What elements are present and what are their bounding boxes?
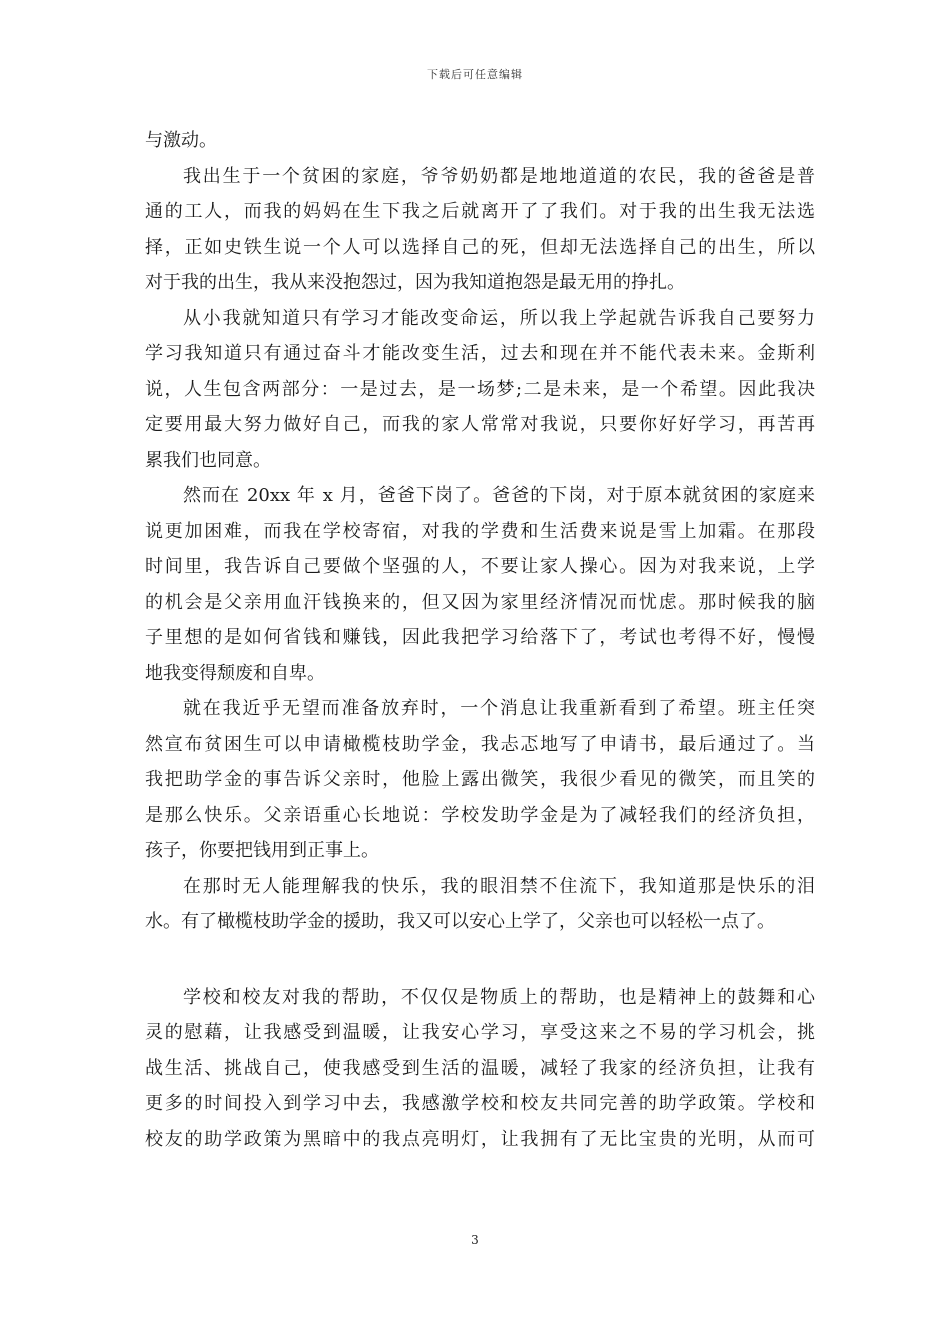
- text-line: 灵的慰藉，让我感受到温暖，让我安心学习，享受这来之不易的学习机会，挑: [145, 1022, 815, 1043]
- paragraph: [145, 301, 815, 479]
- text-line: 时间里，我告诉自己要做个坚强的人，不要让家人操心。因为对我来说，上学: [145, 556, 815, 577]
- text-line: 学校和校友对我的帮助，不仅仅是物质上的帮助，也是精神上的鼓舞和心: [183, 986, 815, 1008]
- paragraph: [145, 869, 815, 940]
- text-line: 从小我就知道只有学习才能改变命运，所以我上学起就告诉我自己要努力: [183, 307, 815, 329]
- text-line: 在那时无人能理解我的快乐，我的眼泪禁不住流下，我知道那是快乐的泪: [183, 875, 815, 897]
- text-line: 战生活、挑战自己，使我感受到生活的温暖，减轻了我家的经济负担，让我有: [145, 1057, 815, 1079]
- text-line: 我把助学金的事告诉父亲时，他脸上露出微笑，我很少看见的微笑，而且笑的: [145, 769, 815, 790]
- text-line: 说，人生包含两部分：一是过去，是一场梦;二是未来，是一个希望。因此我决: [145, 378, 815, 400]
- text-line: 水。有了橄榄枝助学金的援助，我又可以安心上学了，父亲也可以轻松一点了。: [145, 911, 775, 932]
- paragraph: [145, 691, 815, 869]
- document-body: [145, 123, 815, 1157]
- text-line: 与激动。: [145, 130, 217, 151]
- text-line: 的机会是父亲用血汗钱换来的，但又因为家里经济情况而忧虑。那时候我的脑: [145, 591, 815, 613]
- text-line: 通的工人，而我的妈妈在生下我之后就离开了了我们。对于我的出生我无法选: [145, 201, 815, 222]
- paragraph: [145, 980, 815, 1158]
- text-line: 就在我近乎无望而准备放弃时，一个消息让我重新看到了希望。班主任突: [183, 698, 815, 719]
- paragraph-gap: [145, 940, 815, 980]
- text-line: 是那么快乐。父亲语重心长地说：学校发助学金是为了减轻我们的经济负担，: [145, 804, 815, 826]
- text-line: 子里想的是如何省钱和赚钱，因此我把学习给落下了，考试也考得不好，慢慢: [145, 627, 815, 648]
- text-line: 对于我的出生，我从来没抱怨过，因为我知道抱怨是最无用的挣扎。: [145, 272, 685, 293]
- text-line: 地我变得颓废和自卑。: [145, 662, 325, 684]
- text-line: 定要用最大努力做好自己，而我的家人常常对我说，只要你好好学习，再苦再: [145, 414, 815, 435]
- text-line: 更多的时间投入到学习中去，我感激学校和校友共同完善的助学政策。学校和: [145, 1093, 815, 1114]
- text-line: 孩子，你要把钱用到正事上。: [145, 840, 379, 861]
- text-line: 说更加困难，而我在学校寄宿，对我的学费和生活费来说是雪上加霜。在那段: [145, 520, 815, 542]
- paragraph: [145, 159, 815, 301]
- paragraph: [145, 123, 815, 159]
- text-line: 学习我知道只有通过奋斗才能改变生活，过去和现在并不能代表未来。金斯利: [145, 343, 815, 364]
- page-header: 下载后可任意编辑: [427, 68, 523, 81]
- text-line: 然宣布贫困生可以申请橄榄枝助学金，我忐忑地写了申请书，最后通过了。当: [145, 733, 815, 755]
- text-line: 然而在 20xx 年 x 月，爸爸下岗了。爸爸的下岗，对于原本就贫困的家庭来: [183, 485, 815, 506]
- text-line: 累我们也同意。: [145, 449, 271, 471]
- text-line: 校友的助学政策为黑暗中的我点亮明灯，让我拥有了无比宝贵的光明，从而可: [145, 1128, 815, 1150]
- paragraph: [145, 478, 815, 691]
- text-line: 择，正如史铁生说一个人可以选择自己的死，但却无法选择自己的出生，所以: [145, 236, 815, 258]
- text-line: 我出生于一个贫困的家庭，爷爷奶奶都是地地道道的农民，我的爸爸是普: [183, 165, 815, 187]
- page-number: 3: [471, 1233, 479, 1247]
